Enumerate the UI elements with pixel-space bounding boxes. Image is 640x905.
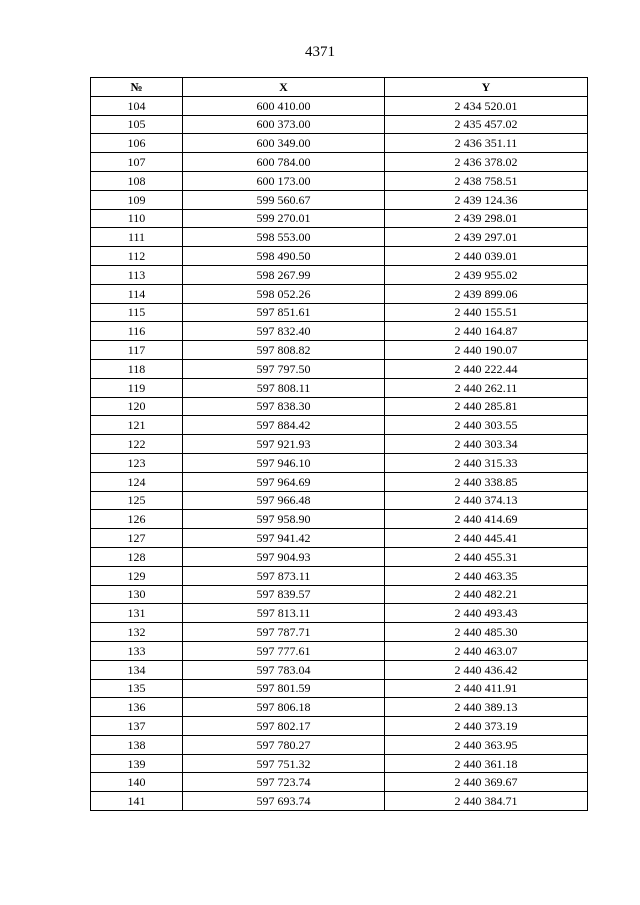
y-coordinate-cell: 2 440 436.42 (385, 660, 588, 679)
point-number-cell: 130 (91, 585, 183, 604)
y-coordinate-cell: 2 440 039.01 (385, 247, 588, 266)
y-coordinate-cell: 2 440 262.11 (385, 378, 588, 397)
x-coordinate-cell: 597 832.40 (183, 322, 385, 341)
y-coordinate-cell: 2 440 338.85 (385, 472, 588, 491)
x-coordinate-cell: 598 553.00 (183, 228, 385, 247)
table-row (91, 416, 588, 435)
table-row (91, 717, 588, 736)
point-number-cell: 112 (91, 247, 183, 266)
table-row (91, 153, 588, 172)
x-coordinate-cell: 600 349.00 (183, 134, 385, 153)
y-coordinate-cell: 2 440 373.19 (385, 717, 588, 736)
y-coordinate-cell: 2 439 298.01 (385, 209, 588, 228)
y-coordinate-cell: 2 440 303.34 (385, 435, 588, 454)
x-coordinate-cell: 597 964.69 (183, 472, 385, 491)
x-coordinate-cell: 600 173.00 (183, 171, 385, 190)
x-coordinate-cell: 597 958.90 (183, 510, 385, 529)
y-coordinate-cell: 2 440 285.81 (385, 397, 588, 416)
point-number-cell: 115 (91, 303, 183, 322)
coordinates-table (90, 77, 588, 811)
x-coordinate-cell: 600 373.00 (183, 115, 385, 134)
point-number-cell: 133 (91, 641, 183, 660)
y-coordinate-cell: 2 440 389.13 (385, 698, 588, 717)
x-coordinate-cell: 597 806.18 (183, 698, 385, 717)
point-number-cell: 118 (91, 359, 183, 378)
x-coordinate-cell: 597 921.93 (183, 435, 385, 454)
table-row (91, 96, 588, 115)
point-number-cell: 129 (91, 566, 183, 585)
table-row (91, 359, 588, 378)
x-coordinate-cell: 597 904.93 (183, 547, 385, 566)
table-row (91, 397, 588, 416)
x-coordinate-cell: 597 966.48 (183, 491, 385, 510)
point-number-cell: 106 (91, 134, 183, 153)
y-coordinate-cell: 2 440 463.07 (385, 641, 588, 660)
y-coordinate-cell: 2 440 363.95 (385, 735, 588, 754)
x-coordinate-cell: 597 780.27 (183, 735, 385, 754)
y-coordinate-cell: 2 440 374.13 (385, 491, 588, 510)
x-coordinate-cell: 597 808.82 (183, 341, 385, 360)
table-row (91, 735, 588, 754)
x-coordinate-cell: 597 693.74 (183, 792, 385, 811)
y-coordinate-cell: 2 440 411.91 (385, 679, 588, 698)
y-coordinate-cell: 2 439 297.01 (385, 228, 588, 247)
table-body (91, 96, 588, 810)
point-number-cell: 141 (91, 792, 183, 811)
point-number-cell: 119 (91, 378, 183, 397)
table-row (91, 303, 588, 322)
table-row (91, 604, 588, 623)
table-row (91, 660, 588, 679)
y-coordinate-cell: 2 439 955.02 (385, 265, 588, 284)
x-coordinate-cell: 597 783.04 (183, 660, 385, 679)
point-number-cell: 126 (91, 510, 183, 529)
table-row (91, 134, 588, 153)
table-row (91, 435, 588, 454)
y-coordinate-cell: 2 434 520.01 (385, 96, 588, 115)
y-coordinate-cell: 2 440 315.33 (385, 453, 588, 472)
point-number-cell: 137 (91, 717, 183, 736)
y-coordinate-cell: 2 440 190.07 (385, 341, 588, 360)
point-number-cell: 108 (91, 171, 183, 190)
point-number-cell: 128 (91, 547, 183, 566)
point-number-cell: 132 (91, 623, 183, 642)
point-number-cell: 113 (91, 265, 183, 284)
point-number-cell: 105 (91, 115, 183, 134)
point-number-cell: 136 (91, 698, 183, 717)
point-number-cell: 127 (91, 529, 183, 548)
table-row (91, 510, 588, 529)
page-number: 4371 (305, 44, 335, 60)
y-coordinate-cell: 2 440 463.35 (385, 566, 588, 585)
point-number-cell: 107 (91, 153, 183, 172)
y-coordinate-cell: 2 440 482.21 (385, 585, 588, 604)
table-row (91, 679, 588, 698)
point-number-cell: 124 (91, 472, 183, 491)
table-row (91, 115, 588, 134)
table-row (91, 754, 588, 773)
point-number-cell: 123 (91, 453, 183, 472)
table-row (91, 623, 588, 642)
x-coordinate-cell: 597 884.42 (183, 416, 385, 435)
table-row (91, 341, 588, 360)
x-coordinate-cell: 597 777.61 (183, 641, 385, 660)
point-number-cell: 117 (91, 341, 183, 360)
x-coordinate-cell: 599 560.67 (183, 190, 385, 209)
x-coordinate-cell: 597 808.11 (183, 378, 385, 397)
table-row (91, 491, 588, 510)
x-coordinate-cell: 597 723.74 (183, 773, 385, 792)
point-number-cell: 104 (91, 96, 183, 115)
table-header-row (91, 78, 588, 97)
table-row (91, 585, 588, 604)
x-coordinate-cell: 597 851.61 (183, 303, 385, 322)
y-coordinate-cell: 2 440 455.31 (385, 547, 588, 566)
table-row (91, 641, 588, 660)
point-number-cell: 122 (91, 435, 183, 454)
point-number-cell: 120 (91, 397, 183, 416)
table-row (91, 284, 588, 303)
x-coordinate-cell: 600 784.00 (183, 153, 385, 172)
y-coordinate-cell: 2 440 155.51 (385, 303, 588, 322)
point-number-cell: 114 (91, 284, 183, 303)
y-coordinate-cell: 2 438 758.51 (385, 171, 588, 190)
x-coordinate-cell: 600 410.00 (183, 96, 385, 115)
point-number-cell: 138 (91, 735, 183, 754)
point-number-cell: 135 (91, 679, 183, 698)
x-coordinate-cell: 597 838.30 (183, 397, 385, 416)
y-coordinate-cell: 2 440 222.44 (385, 359, 588, 378)
y-coordinate-cell: 2 440 414.69 (385, 510, 588, 529)
table-row (91, 209, 588, 228)
x-coordinate-cell: 598 267.99 (183, 265, 385, 284)
x-coordinate-cell: 599 270.01 (183, 209, 385, 228)
y-coordinate-cell: 2 440 369.67 (385, 773, 588, 792)
point-number-cell: 139 (91, 754, 183, 773)
point-number-cell: 134 (91, 660, 183, 679)
point-number-cell: 116 (91, 322, 183, 341)
x-coordinate-cell: 597 787.71 (183, 623, 385, 642)
table-row (91, 529, 588, 548)
y-coordinate-cell: 2 440 445.41 (385, 529, 588, 548)
point-number-cell: 121 (91, 416, 183, 435)
x-coordinate-cell: 597 813.11 (183, 604, 385, 623)
y-coordinate-cell: 2 435 457.02 (385, 115, 588, 134)
table-row (91, 472, 588, 491)
header-y: Y (385, 78, 588, 97)
point-number-cell: 111 (91, 228, 183, 247)
y-coordinate-cell: 2 436 351.11 (385, 134, 588, 153)
table-row (91, 322, 588, 341)
y-coordinate-cell: 2 440 493.43 (385, 604, 588, 623)
table-row (91, 378, 588, 397)
header-x: X (183, 78, 385, 97)
table-row (91, 792, 588, 811)
point-number-cell: 109 (91, 190, 183, 209)
y-coordinate-cell: 2 440 384.71 (385, 792, 588, 811)
header-number: № (91, 78, 183, 97)
x-coordinate-cell: 597 946.10 (183, 453, 385, 472)
x-coordinate-cell: 597 801.59 (183, 679, 385, 698)
table-row (91, 247, 588, 266)
table-row (91, 698, 588, 717)
table-row (91, 453, 588, 472)
x-coordinate-cell: 598 490.50 (183, 247, 385, 266)
table-row (91, 190, 588, 209)
x-coordinate-cell: 598 052.26 (183, 284, 385, 303)
table-row (91, 773, 588, 792)
point-number-cell: 125 (91, 491, 183, 510)
table-row (91, 265, 588, 284)
y-coordinate-cell: 2 436 378.02 (385, 153, 588, 172)
y-coordinate-cell: 2 439 899.06 (385, 284, 588, 303)
table-row (91, 171, 588, 190)
x-coordinate-cell: 597 797.50 (183, 359, 385, 378)
x-coordinate-cell: 597 873.11 (183, 566, 385, 585)
point-number-cell: 131 (91, 604, 183, 623)
point-number-cell: 140 (91, 773, 183, 792)
x-coordinate-cell: 597 839.57 (183, 585, 385, 604)
point-number-cell: 110 (91, 209, 183, 228)
table-row (91, 566, 588, 585)
y-coordinate-cell: 2 440 361.18 (385, 754, 588, 773)
x-coordinate-cell: 597 751.32 (183, 754, 385, 773)
y-coordinate-cell: 2 440 485.30 (385, 623, 588, 642)
x-coordinate-cell: 597 941.42 (183, 529, 385, 548)
y-coordinate-cell: 2 440 164.87 (385, 322, 588, 341)
x-coordinate-cell: 597 802.17 (183, 717, 385, 736)
table-row (91, 547, 588, 566)
table-row (91, 228, 588, 247)
y-coordinate-cell: 2 439 124.36 (385, 190, 588, 209)
y-coordinate-cell: 2 440 303.55 (385, 416, 588, 435)
